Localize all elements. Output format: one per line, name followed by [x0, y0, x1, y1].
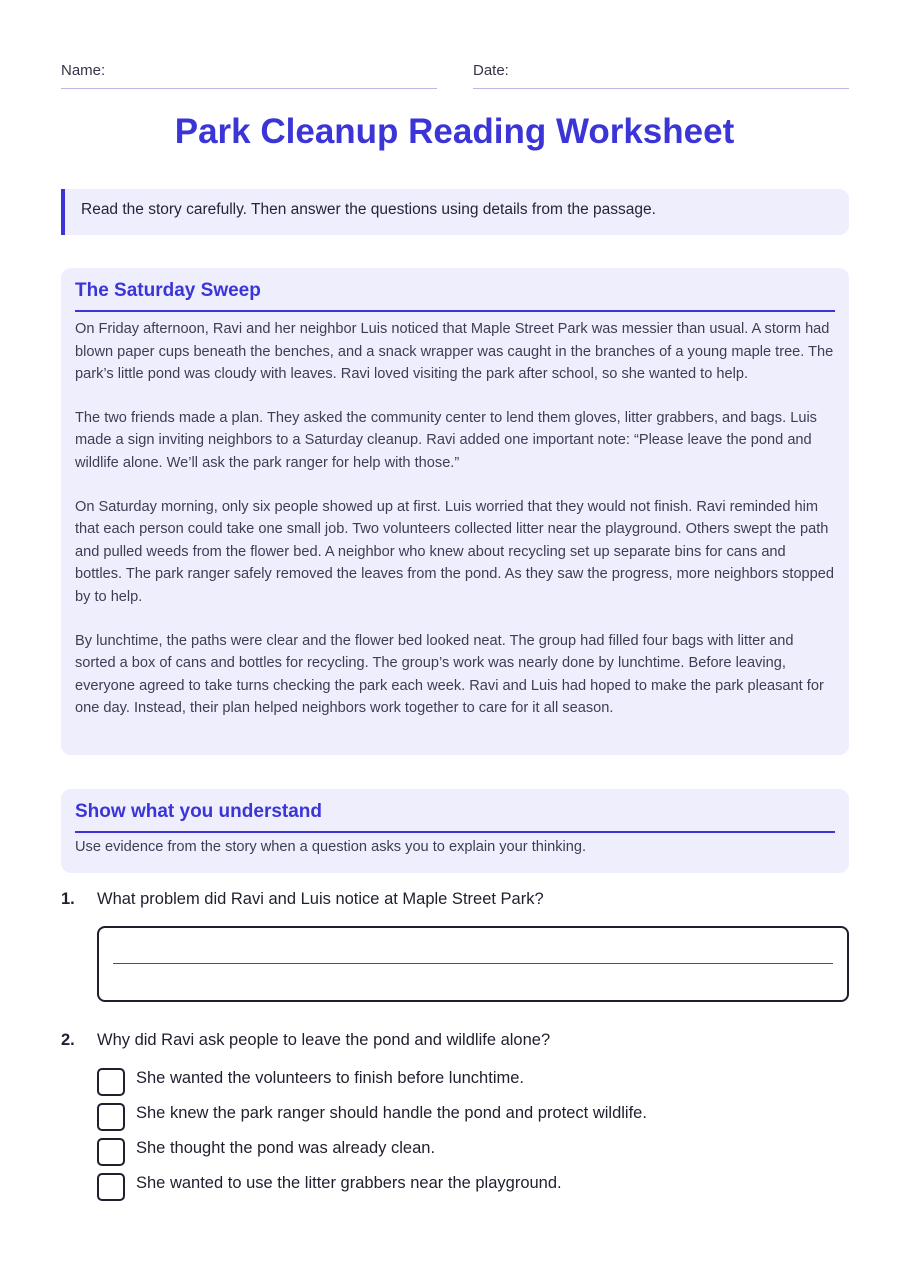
question-text: What problem did Ravi and Luis notice at Maple Street Park? — [97, 890, 544, 908]
story-paragraph: The two friends made a plan. They asked the community center to lend them gloves, litter grabbers, and bags. Luis made a sign inviting neighbors to a Saturday cleanup. Ravi added one important note: “Please leave the pond and wildlife alone. We’ll ask the park ranger for help with those.” — [75, 409, 817, 471]
option-label: She knew the park ranger should handle the pond and protect wildlife. — [136, 1104, 647, 1122]
understand-heading: Show what you understand — [75, 801, 835, 833]
option-checkbox[interactable] — [97, 1173, 125, 1201]
instructions-callout — [61, 189, 849, 235]
question-text: Why did Ravi ask people to leave the pond and wildlife alone? — [97, 1031, 551, 1049]
option-checkbox[interactable] — [97, 1068, 125, 1096]
story-paragraph: On Saturday morning, only six people showed up at first. Luis worried that they would not finish. Ravi reminded him that each person could take one small job. Two volunteers collected litter near the playground. Others swept the path and pulled weeds from the flower bed. A neighbor who knew about recycling set up separate bins for cans and bottles. The park ranger safely removed the leaves from the pond. As they saw the progress, more neighbors stopped by to help. — [75, 498, 835, 605]
understand-panel — [61, 789, 849, 873]
option-label: She wanted to use the litter grabbers near the playground. — [136, 1174, 562, 1192]
question-number: 2. — [61, 1031, 75, 1049]
instructions-text: Read the story carefully. Then answer the questions using details from the passage. — [81, 201, 656, 218]
date-field[interactable] — [473, 62, 849, 89]
understand-subtitle: Use evidence from the story when a question asks you to explain your thinking. — [75, 839, 587, 855]
story-paragraph: On Friday afternoon, Ravi and her neighbor Luis noticed that Maple Street Park was messier than usual. A storm had blown paper cups beneath the benches, and a snack wrapper was caught in the branches of a young maple tree. The park’s little pond was cloudy with leaves. Ravi loved visiting the park after school, so she wanted to help. — [75, 321, 834, 383]
question-number: 1. — [61, 890, 75, 908]
answer-line — [113, 963, 833, 964]
date-label: Date: — [473, 62, 509, 79]
story-paragraph: By lunchtime, the paths were clear and the flower bed looked neat. The group had filled four bags with litter and sorted a box of cans and bottles for recycling. The group’s work was nearly done by lunchtime. Before leaving, everyone agreed to take turns checking the park each week. Ravi and Luis had hoped to make the park pleasant for one day. Instead, their plan helped neighbors work together to care for it all season. — [75, 632, 824, 717]
header-fields — [61, 62, 849, 90]
option-label: She thought the pond was already clean. — [136, 1139, 436, 1157]
name-label: Name: — [61, 62, 106, 79]
answer-box-1[interactable] — [97, 926, 849, 1002]
name-field[interactable] — [61, 62, 437, 89]
option-checkbox[interactable] — [97, 1103, 125, 1131]
story-panel — [61, 268, 849, 755]
story-heading: The Saturday Sweep — [75, 280, 835, 312]
page-title: Park Cleanup Reading Worksheet — [174, 112, 735, 151]
option-label: She wanted the volunteers to finish before lunchtime. — [136, 1069, 524, 1087]
option-checkbox[interactable] — [97, 1138, 125, 1166]
